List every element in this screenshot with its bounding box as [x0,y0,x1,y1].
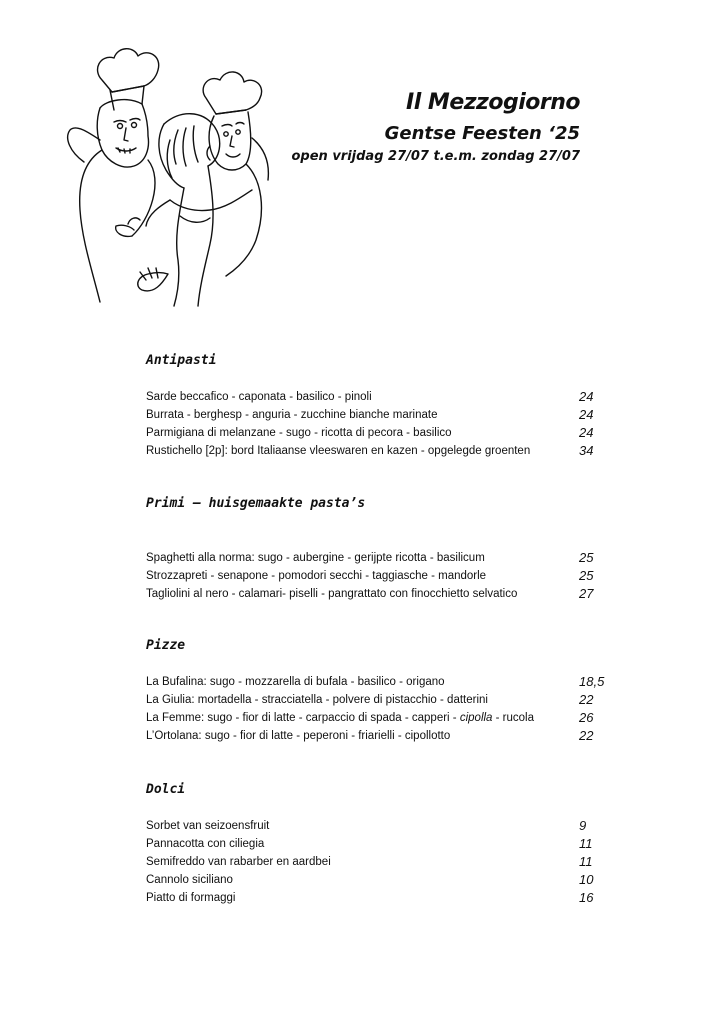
item-description: La Bufalina: sugo - mozzarella di bufala - basilico - origano [146,676,445,688]
item-price: 18,5 [579,674,605,689]
item-price: 10 [579,872,594,887]
menu-header [291,88,580,166]
menu-item [146,853,606,871]
menu-item [146,388,606,406]
item-description: Rustichello [2p]: bord Italiaanse vleeswaren en kazen - opgelegde groenten [146,445,531,457]
item-price: 22 [579,692,594,707]
item-price: 26 [579,710,594,725]
menu-item [146,709,606,727]
menu-list [146,673,606,745]
item-description-italic: cipolla [459,712,493,724]
section-title: Dolci [146,782,186,797]
item-price: 34 [579,443,594,458]
item-price: 24 [579,425,594,440]
menu-item [146,567,606,585]
section-dolci [146,781,606,907]
item-description: La Giulia: mortadella - stracciatella - polvere di pistacchio - datterini [146,694,488,706]
menu-item [146,889,606,907]
item-description: Cannolo siciliano [146,874,233,886]
menu-item [146,406,606,424]
item-price: 16 [579,890,594,905]
item-description: Tagliolini al nero - calamari- piselli - pangrattato con finocchietto selvatico [146,588,518,600]
item-price: 11 [579,836,593,851]
restaurant-title: Il Mezzogiorno [406,90,580,115]
section-title: Pizze [146,638,186,653]
item-description [146,712,534,724]
menu-item [146,442,606,460]
item-price: 22 [579,728,594,743]
menu-item [146,424,606,442]
chefs-embracing-woman-sketch-icon [30,40,330,310]
item-description-part: La Femme: sugo - fior di latte - carpaccio di spada - capperi - [146,712,460,724]
section-title: Primi – huisgemaakte pasta’s [146,496,366,511]
menu-item [146,673,606,691]
menu-list [146,817,606,907]
event-subtitle: Gentse Feesten ‘25 [384,123,580,144]
item-description: Strozzapreti - senapone - pomodori secchi - taggiasche - mandorle [146,570,487,582]
menu-item [146,817,606,835]
item-description: Sarde beccafico - caponata - basilico - pinoli [146,391,372,403]
section-antipasti [146,352,606,460]
item-description: Pannacotta con ciliegia [146,838,265,850]
item-description: Sorbet van seizoensfruit [146,820,270,832]
item-description: Burrata - berghesp - anguria - zucchine bianche marinate [146,409,438,421]
menu-list [146,388,606,460]
item-price: 9 [579,818,587,833]
item-description: Spaghetti alla norma: sugo - aubergine - gerijpte ricotta - basilicum [146,552,485,564]
item-description-part: - rucola [492,712,534,724]
section-title: Antipasti [146,353,217,368]
item-price: 25 [579,568,594,583]
opening-dates: open vrijdag 27/07 t.e.m. zondag 27/07 [291,149,580,164]
menu-item [146,585,606,603]
section-pizze [146,637,606,745]
item-description: L’Ortolana: sugo - fior di latte - peperoni - friarielli - cipollotto [146,730,451,742]
item-price: 25 [579,550,594,565]
item-price: 27 [579,586,594,601]
item-description: Semifreddo van rabarber en aardbei [146,856,331,868]
item-price: 11 [579,854,593,869]
item-price: 24 [579,407,594,422]
menu-item [146,691,606,709]
item-description: Piatto di formaggi [146,892,236,904]
menu-item [146,871,606,889]
item-price: 24 [579,389,594,404]
item-description: Parmigiana di melanzane - sugo - ricotta di pecora - basilico [146,427,452,439]
menu-item [146,549,606,567]
menu-item [146,727,606,745]
menu-item [146,835,606,853]
menu-list [146,549,606,603]
section-primi [146,495,606,603]
